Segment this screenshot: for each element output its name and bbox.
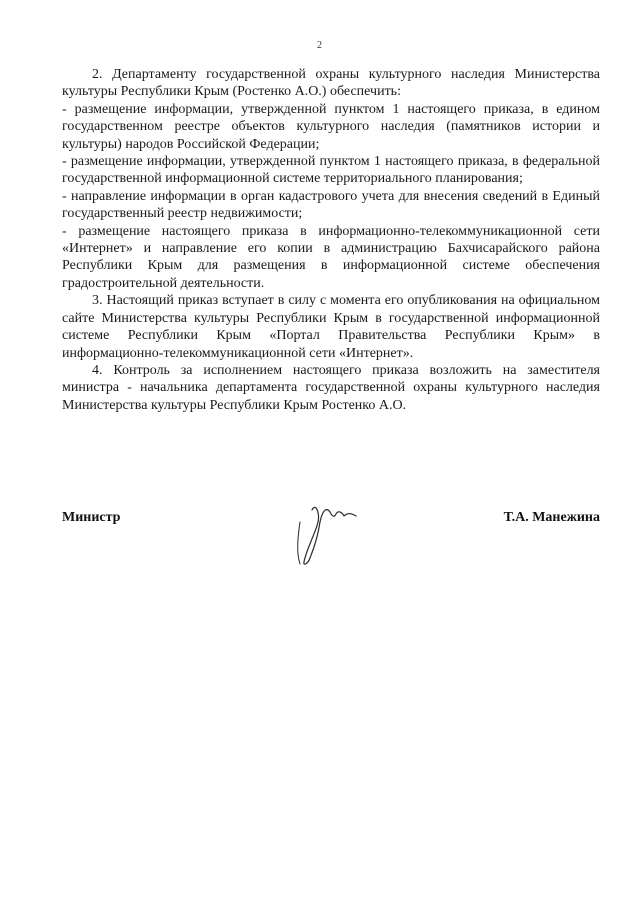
paragraph-2: 2. Департаменту государственной охраны культурного наследия Министерства культуры Республики Крым (Ростенко А.О.) обеспечить:	[62, 67, 600, 100]
signatory-role: Министр	[62, 510, 121, 525]
list-item: - размещение информации, утвержденной пунктом 1 настоящего приказа, в федеральной государственной информационной системе территориального планирования;	[62, 154, 600, 187]
paragraph-3: 3. Настоящий приказ вступает в силу с момента его опубликования на официальном сайте Министерства культуры Республики Крым в государственной информационной системе Республики Крым «Портал Правительства Республики Крым» в информационно-телекоммуникационной сети «Интернет».	[62, 293, 600, 361]
paragraph-4: 4. Контроль за исполнением настоящего приказа возложить на заместителя министра - начальника департамента государственной охраны культурного наследия Министерства культуры Республики Крым Ростенко А.О.	[62, 362, 600, 413]
list-item: - направление информации в орган кадастрового учета для внесения сведений в Единый государственный реестр недвижимости;	[62, 188, 600, 222]
order-body	[62, 66, 600, 414]
list-item: - размещение настоящего приказа в информационно-телекоммуникационной сети «Интернет» и направление его копии в администрацию Бахчисарайского района Республики Крым для размещения в информационной системе обеспечения градостроительной деятельности.	[62, 223, 600, 291]
page-number: 2	[317, 40, 322, 51]
handwritten-signature	[290, 492, 370, 572]
list-item: - размещение информации, утвержденной пунктом 1 настоящего приказа, в едином государственном реестре объектов культурного наследия (памятников истории и культуры) народов Российской Федерации;	[62, 101, 600, 152]
signatory-name: Т.А. Манежина	[503, 510, 600, 525]
